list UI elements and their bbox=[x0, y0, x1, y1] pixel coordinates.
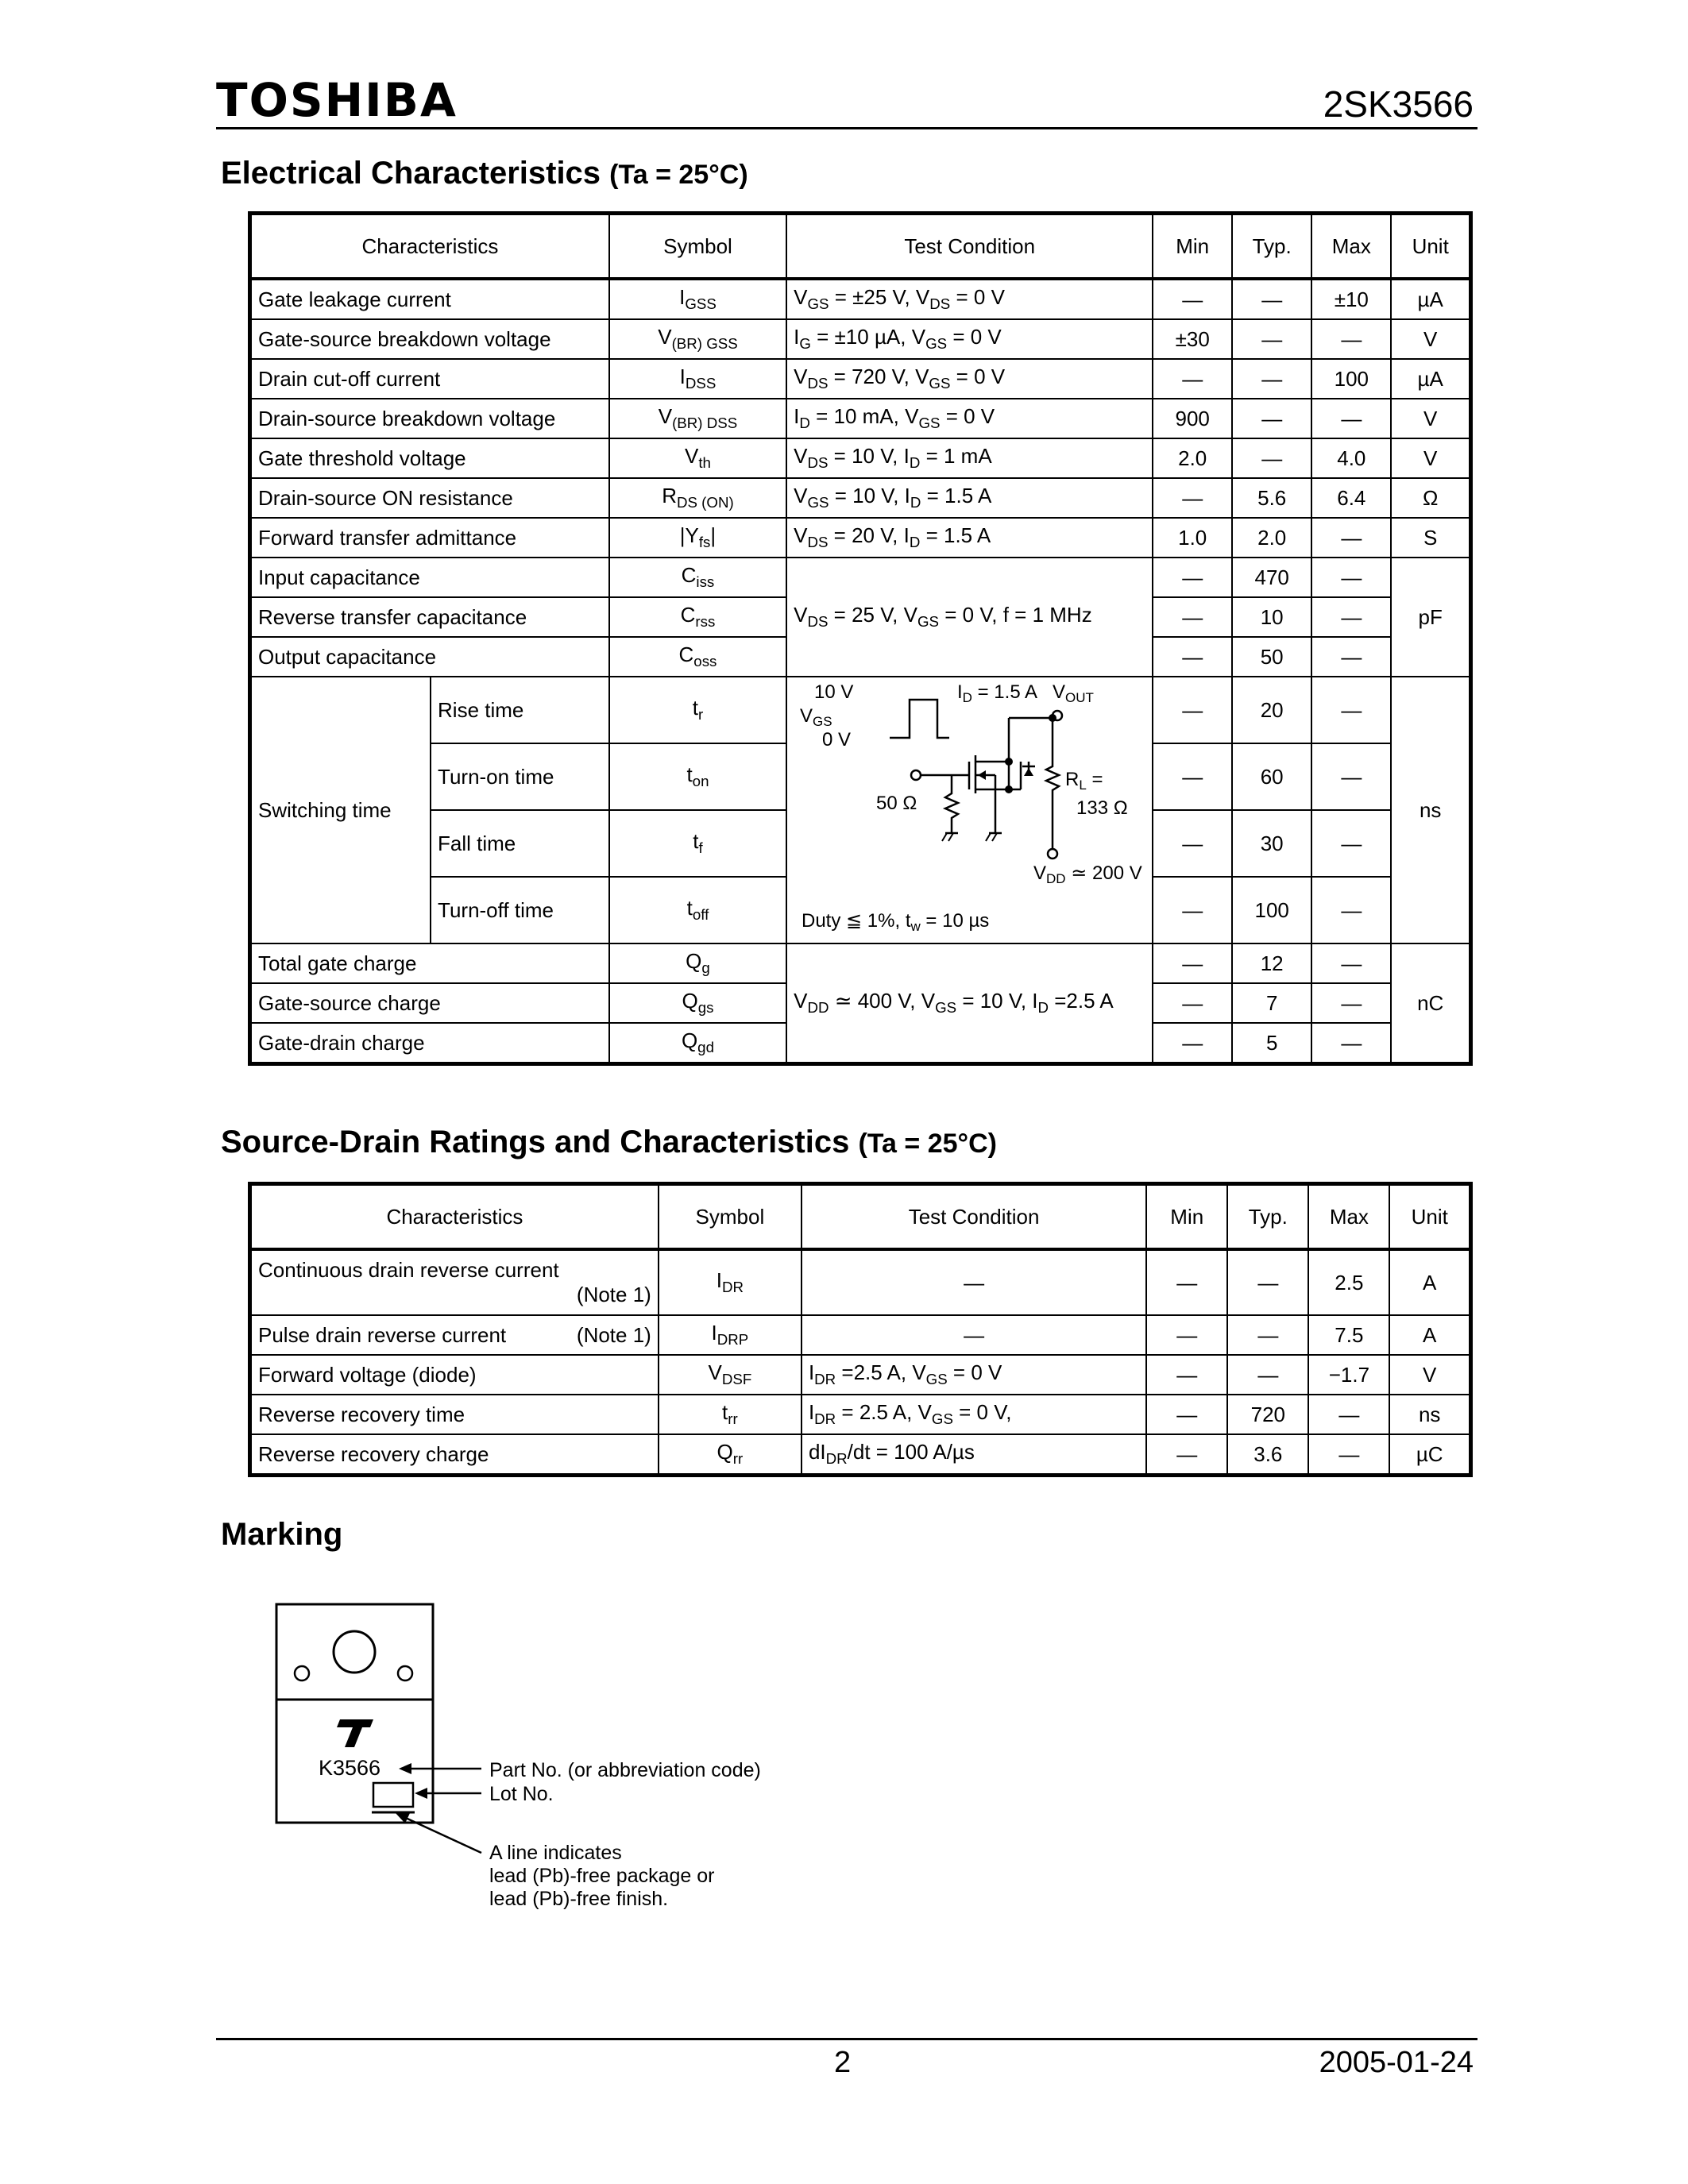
package-outline bbox=[276, 1604, 433, 1823]
symbol-cell: $Q_{rr}$ bbox=[659, 1434, 802, 1476]
min-cell: — bbox=[1153, 743, 1232, 810]
characteristic-name: Input capacitance bbox=[250, 558, 609, 597]
typ-cell: 10 bbox=[1232, 597, 1311, 637]
column-header: Symbol bbox=[659, 1184, 802, 1250]
unit-cell: Ω bbox=[1391, 478, 1470, 518]
test-condition-cell: — bbox=[802, 1315, 1146, 1355]
characteristic-name: Turn-off time bbox=[431, 877, 609, 943]
switching-group-label: Switching time bbox=[250, 677, 431, 943]
characteristic-name: Pulse drain reverse current (Note 1) bbox=[250, 1315, 659, 1355]
max-cell: — bbox=[1308, 1395, 1389, 1434]
symbol-cell: $t_{rr}$ bbox=[659, 1395, 802, 1434]
max-cell: — bbox=[1311, 319, 1391, 359]
marking-code: K3566 bbox=[318, 1756, 381, 1780]
switching-circuit-cell bbox=[786, 677, 1153, 943]
lot-box bbox=[373, 1783, 413, 1807]
typ-cell: 720 bbox=[1227, 1395, 1308, 1434]
symbol-cell: $Q_{gs}$ bbox=[609, 983, 786, 1023]
vdd-label: $V_{DD}$ ≃ 200 V bbox=[1033, 862, 1142, 886]
symbol-cell: $t_{on}$ bbox=[609, 743, 786, 810]
typ-cell: 60 bbox=[1232, 743, 1311, 810]
characteristic-name: Turn-on time bbox=[431, 743, 609, 810]
column-header: Characteristics bbox=[250, 214, 609, 280]
max-cell: — bbox=[1311, 983, 1391, 1023]
test-condition-cell: $I_{DR} =2.5$ A, $V_{GS} = 0$ V bbox=[802, 1355, 1146, 1395]
symbol-cell: $t_f$ bbox=[609, 810, 786, 877]
table-row bbox=[250, 399, 1471, 438]
page-number: 2 bbox=[834, 2046, 852, 2079]
test-condition-cell: $I_D = 10$ mA, $V_{GS} = 0$ V bbox=[786, 399, 1153, 438]
unit-cell: V bbox=[1391, 438, 1470, 478]
characteristic-name: Drain cut-off current bbox=[250, 359, 609, 399]
table-row bbox=[250, 319, 1471, 359]
vout-label: $V_{OUT}$ bbox=[1053, 682, 1095, 705]
mosfet-arrow-icon bbox=[978, 770, 986, 780]
typ-cell: — bbox=[1227, 1355, 1308, 1395]
characteristic-name: Gate-source charge bbox=[250, 983, 609, 1023]
min-cell: — bbox=[1146, 1355, 1227, 1395]
column-header: Typ. bbox=[1232, 214, 1311, 280]
body-diode-icon bbox=[1024, 768, 1033, 776]
max-cell: — bbox=[1311, 399, 1391, 438]
characteristic-name: Drain-source ON resistance bbox=[250, 478, 609, 518]
min-cell: — bbox=[1153, 943, 1232, 983]
symbol-cell: $C_{iss}$ bbox=[609, 558, 786, 597]
symbol-cell: $V_{th}$ bbox=[609, 438, 786, 478]
min-cell: — bbox=[1153, 478, 1232, 518]
symbol-cell: $t_{off}$ bbox=[609, 877, 786, 943]
min-cell: — bbox=[1146, 1315, 1227, 1355]
footer-rule bbox=[216, 2038, 1477, 2040]
max-cell: −1.7 bbox=[1308, 1355, 1389, 1395]
table-row bbox=[250, 359, 1471, 399]
max-cell: ±10 bbox=[1311, 279, 1391, 319]
unit-cell: V bbox=[1389, 1355, 1470, 1395]
typ-cell: — bbox=[1232, 399, 1311, 438]
table-row bbox=[250, 558, 1471, 597]
electrical-characteristics-table bbox=[248, 211, 1473, 1066]
column-header: Max bbox=[1311, 214, 1391, 280]
symbol-cell: $Q_{gd}$ bbox=[609, 1023, 786, 1064]
max-cell: 4.0 bbox=[1311, 438, 1391, 478]
symbol-cell: $R_{DS (ON)}$ bbox=[609, 478, 786, 518]
max-cell: — bbox=[1311, 677, 1391, 743]
symbol-cell: $t_r$ bbox=[609, 677, 786, 743]
table-header-row bbox=[250, 214, 1471, 280]
characteristic-name: Gate threshold voltage bbox=[250, 438, 609, 478]
column-header: Characteristics bbox=[250, 1184, 659, 1250]
min-cell: — bbox=[1146, 1395, 1227, 1434]
min-cell: 2.0 bbox=[1153, 438, 1232, 478]
typ-cell: 12 bbox=[1232, 943, 1311, 983]
gate-resistor-label: 50 Ω bbox=[876, 793, 917, 814]
unit-cell: µA bbox=[1391, 279, 1470, 319]
min-cell: — bbox=[1153, 637, 1232, 677]
min-cell: — bbox=[1146, 1434, 1227, 1476]
test-condition-cell: $V_{GS} = \pm 25$ V, $V_{DS} = 0$ V bbox=[786, 279, 1153, 319]
characteristic-name: Gate-source breakdown voltage bbox=[250, 319, 609, 359]
pulse-high-label: 10 V bbox=[814, 682, 854, 703]
min-cell: — bbox=[1153, 1023, 1232, 1064]
rl-value-label: 133 Ω bbox=[1076, 797, 1128, 819]
max-cell: — bbox=[1308, 1434, 1389, 1476]
label-pb-line-2: lead (Pb)-free package or bbox=[489, 1865, 715, 1887]
characteristic-name: Drain-source breakdown voltage bbox=[250, 399, 609, 438]
mounting-hole-icon bbox=[334, 1631, 375, 1673]
max-cell: 6.4 bbox=[1311, 478, 1391, 518]
characteristic-name: Reverse recovery time bbox=[250, 1395, 659, 1434]
typ-cell: 470 bbox=[1232, 558, 1311, 597]
symbol-cell: $V_{(BR) GSS}$ bbox=[609, 319, 786, 359]
table-row bbox=[250, 279, 1471, 319]
min-cell: — bbox=[1153, 983, 1232, 1023]
typ-cell: 100 bbox=[1232, 877, 1311, 943]
typ-cell: — bbox=[1227, 1249, 1308, 1315]
column-header: Max bbox=[1308, 1184, 1389, 1250]
typ-cell: — bbox=[1232, 438, 1311, 478]
max-cell: — bbox=[1311, 1023, 1391, 1064]
electrical-title: Electrical Characteristics (Ta = 25°C) bbox=[221, 156, 748, 191]
typ-cell: 7 bbox=[1232, 983, 1311, 1023]
document-date: 2005-01-24 bbox=[1319, 2046, 1474, 2079]
test-condition-cell: — bbox=[802, 1249, 1146, 1315]
min-cell: — bbox=[1153, 677, 1232, 743]
typ-cell: — bbox=[1232, 279, 1311, 319]
max-cell: 2.5 bbox=[1308, 1249, 1389, 1315]
table-row bbox=[250, 438, 1471, 478]
table-row bbox=[250, 1249, 1471, 1315]
symbol-cell: $V_{DSF}$ bbox=[659, 1355, 802, 1395]
max-cell: — bbox=[1311, 597, 1391, 637]
symbol-cell: $I_{DR}$ bbox=[659, 1249, 802, 1315]
min-cell: — bbox=[1146, 1249, 1227, 1315]
test-condition-cell: $V_{DS} = 720$ V, $V_{GS} = 0$ V bbox=[786, 359, 1153, 399]
max-cell: — bbox=[1311, 877, 1391, 943]
column-header: Unit bbox=[1389, 1184, 1470, 1250]
characteristic-name: Gate-drain charge bbox=[250, 1023, 609, 1064]
min-cell: — bbox=[1153, 279, 1232, 319]
characteristic-name: Forward voltage (diode) bbox=[250, 1355, 659, 1395]
label-pb-line-1: A line indicates bbox=[489, 1842, 622, 1864]
unit-cell: µC bbox=[1389, 1434, 1470, 1476]
table-row bbox=[250, 1434, 1471, 1476]
typ-cell: 5 bbox=[1232, 1023, 1311, 1064]
duty-label: Duty ≦ 1%, $t_w = 10$ µs bbox=[802, 910, 990, 934]
table-row bbox=[250, 518, 1471, 558]
toshiba-logo: TOSHIBA bbox=[216, 73, 458, 127]
max-cell: 100 bbox=[1311, 359, 1391, 399]
column-header: Min bbox=[1153, 214, 1232, 280]
unit-cell: pF bbox=[1391, 558, 1470, 677]
min-cell: — bbox=[1153, 558, 1232, 597]
test-condition-cell: $I_G = \pm 10$ µA, $V_{GS} = 0$ V bbox=[786, 319, 1153, 359]
column-header: Min bbox=[1146, 1184, 1227, 1250]
symbol-cell: $|Y_{fs}|$ bbox=[609, 518, 786, 558]
table-row bbox=[250, 1315, 1471, 1355]
typ-cell: 3.6 bbox=[1227, 1434, 1308, 1476]
test-condition-cell: $dI_{DR}/dt = 100$ A/µs bbox=[802, 1434, 1146, 1476]
characteristic-name: Gate leakage current bbox=[250, 279, 609, 319]
source-drain-title: Source-Drain Ratings and Characteristics (Ta = 25°C) bbox=[221, 1125, 997, 1160]
unit-cell: A bbox=[1389, 1249, 1470, 1315]
test-condition-cell: $V_{DS} = 20$ V, $I_D = 1.5$ A bbox=[786, 518, 1153, 558]
typ-cell: 30 bbox=[1232, 810, 1311, 877]
unit-cell: ns bbox=[1389, 1395, 1470, 1434]
label-part-no: Part No. (or abbreviation code) bbox=[489, 1759, 761, 1781]
table-row bbox=[250, 943, 1471, 983]
min-cell: 1.0 bbox=[1153, 518, 1232, 558]
marking-title: Marking bbox=[221, 1517, 343, 1552]
column-header: Typ. bbox=[1227, 1184, 1308, 1250]
min-cell: — bbox=[1153, 597, 1232, 637]
typ-cell: 50 bbox=[1232, 637, 1311, 677]
characteristic-name: Continuous drain reverse current (Note 1) bbox=[250, 1249, 659, 1315]
symbol-cell: $C_{rss}$ bbox=[609, 597, 786, 637]
id-label: $I_D = 1.5$ A bbox=[957, 682, 1038, 705]
label-lot-no: Lot No. bbox=[489, 1783, 554, 1805]
vgs-label: $V_{GS}$ bbox=[800, 705, 832, 729]
typ-cell: — bbox=[1232, 319, 1311, 359]
unit-cell: V bbox=[1391, 319, 1470, 359]
table-row bbox=[250, 1355, 1471, 1395]
table-header-row bbox=[250, 1184, 1471, 1250]
symbol-cell: $I_{DSS}$ bbox=[609, 359, 786, 399]
max-cell: — bbox=[1311, 943, 1391, 983]
table-row bbox=[250, 1395, 1471, 1434]
max-cell: 7.5 bbox=[1308, 1315, 1389, 1355]
unit-cell: ns bbox=[1391, 677, 1470, 943]
characteristic-name: Fall time bbox=[431, 810, 609, 877]
min-cell: — bbox=[1153, 359, 1232, 399]
column-header: Symbol bbox=[609, 214, 786, 280]
characteristic-name: Reverse recovery charge bbox=[250, 1434, 659, 1476]
characteristic-name: Forward transfer admittance bbox=[250, 518, 609, 558]
column-header: Unit bbox=[1391, 214, 1470, 280]
characteristic-name: Reverse transfer capacitance bbox=[250, 597, 609, 637]
symbol-cell: $C_{oss}$ bbox=[609, 637, 786, 677]
test-condition-cell: $V_{GS} = 10$ V, $I_D = 1.5$ A bbox=[786, 478, 1153, 518]
test-condition-cell: $V_{DS} = 10$ V, $I_D = 1$ mA bbox=[786, 438, 1153, 478]
header-rule bbox=[216, 127, 1477, 129]
marking-diagram bbox=[270, 1600, 826, 1934]
characteristic-name: Total gate charge bbox=[250, 943, 609, 983]
symbol-cell: $Q_g$ bbox=[609, 943, 786, 983]
source-drain-table bbox=[248, 1182, 1473, 1477]
unit-cell: S bbox=[1391, 518, 1470, 558]
max-cell: — bbox=[1311, 518, 1391, 558]
toshiba-mark-icon bbox=[337, 1719, 373, 1747]
typ-cell: — bbox=[1227, 1315, 1308, 1355]
symbol-cell: $I_{GSS}$ bbox=[609, 279, 786, 319]
symbol-cell: $V_{(BR) DSS}$ bbox=[609, 399, 786, 438]
unit-cell: µA bbox=[1391, 359, 1470, 399]
typ-cell: 20 bbox=[1232, 677, 1311, 743]
switching-test-circuit-diagram bbox=[790, 682, 1164, 935]
column-header: Test Condition bbox=[786, 214, 1153, 280]
unit-cell: nC bbox=[1391, 943, 1470, 1064]
gate-pulse-waveform bbox=[890, 700, 949, 738]
test-condition-cell: $I_{DR} = 2.5$ A, $V_{GS} = 0$ V, bbox=[802, 1395, 1146, 1434]
label-pb-line-3: lead (Pb)-free finish. bbox=[489, 1888, 669, 1910]
typ-cell: — bbox=[1232, 359, 1311, 399]
unit-cell: A bbox=[1389, 1315, 1470, 1355]
min-cell: — bbox=[1153, 810, 1232, 877]
min-cell: ±30 bbox=[1153, 319, 1232, 359]
typ-cell: 2.0 bbox=[1232, 518, 1311, 558]
pulse-low-label: 0 V bbox=[822, 729, 852, 751]
symbol-cell: $I_{DRP}$ bbox=[659, 1315, 802, 1355]
max-cell: — bbox=[1311, 637, 1391, 677]
column-header: Test Condition bbox=[802, 1184, 1146, 1250]
test-condition-cell: $V_{DS} = 25$ V, $V_{GS} = 0$ V, f = 1 MHz bbox=[786, 558, 1153, 677]
typ-cell: 5.6 bbox=[1232, 478, 1311, 518]
test-condition-cell: $V_{DD}$ ≃ 400 V, $V_{GS} = 10$ V, $I_D =2.5$ A bbox=[786, 943, 1153, 1064]
max-cell: — bbox=[1311, 810, 1391, 877]
characteristic-name: Output capacitance bbox=[250, 637, 609, 677]
unit-cell: V bbox=[1391, 399, 1470, 438]
rl-label: $R_L$ = bbox=[1065, 769, 1103, 793]
min-cell: 900 bbox=[1153, 399, 1232, 438]
table-row bbox=[250, 677, 1471, 743]
characteristic-name: Rise time bbox=[431, 677, 609, 743]
max-cell: — bbox=[1311, 743, 1391, 810]
header-part-number: 2SK3566 bbox=[1323, 83, 1474, 125]
table-row bbox=[250, 478, 1471, 518]
max-cell: — bbox=[1311, 558, 1391, 597]
min-cell: — bbox=[1153, 877, 1232, 943]
